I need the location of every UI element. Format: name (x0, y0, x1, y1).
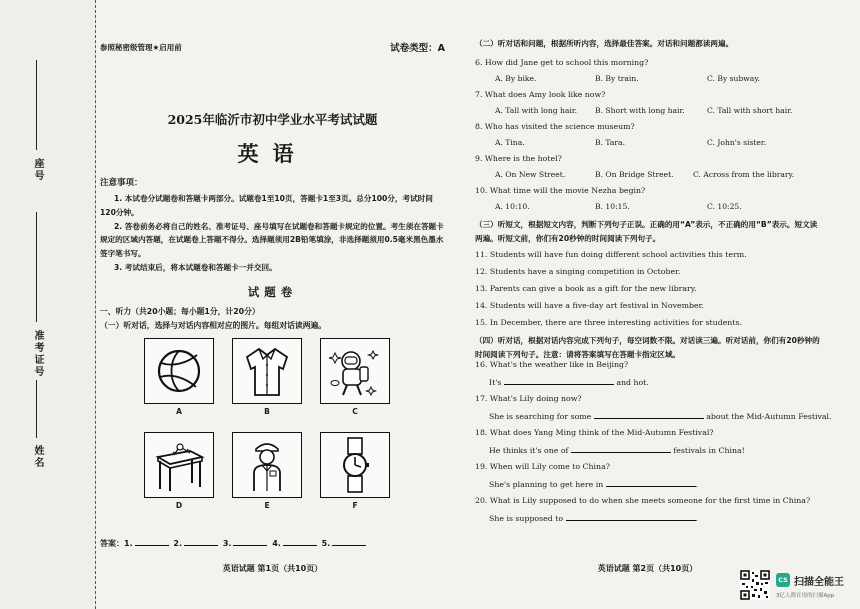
volleyball-icon (155, 347, 203, 395)
question-text: 19. When will Lily come to China? (475, 462, 610, 471)
question-text: 9. Where is the hotel? (475, 154, 562, 163)
notice-item: 2. 答卷前务必将自己的姓名、准考证号、座号填写在试题卷和答题卡规定的位置。考生须在答题卡规定的区域内答题，在试题卷上答题不得分。选择题须用2B铅笔填涂，非选择题须用0.5毫米黑色墨水签字笔书写。 (100, 221, 444, 259)
listening-subpart-heading: （一）听对话，选择与对话内容相对应的图片。每组对话读两遍。 (100, 321, 327, 330)
question-text: 8. Who has visited the science museum? (475, 122, 635, 131)
notice-item: 3. 考试结束后，将本试题卷和答题卡一并交回。 (114, 262, 277, 272)
exam-title: 2025年临沂市初中学业水平考试试题 (167, 112, 378, 127)
confidentiality-label: 参照秘密级管理★启用前 (100, 43, 182, 52)
part-three-heading: （三）听短文，根据短文内容，判断下列句子正误。正确的用“A”表示，不正确的用“B”表示。短文读两遍。听短文前，你们有20秒钟的时间阅读下列句子。 (475, 220, 818, 243)
subject-title: 英语 (237, 142, 308, 166)
sentence-end: . (695, 514, 699, 523)
seat-number-label: 座号 (32, 158, 43, 182)
picture-label: F (352, 501, 358, 510)
statement-text: 15. In December, there are three interesting activities for students. (475, 318, 742, 327)
answer-sentence (489, 445, 834, 455)
answer-blank (332, 545, 366, 546)
option-a: A. Tina. (495, 138, 525, 147)
answer-number: 5. (321, 539, 331, 548)
option-b: B. Tara. (595, 138, 625, 147)
sentence-start: She's planning to get here in (489, 480, 604, 489)
option-b: B. On Bridge Street. (595, 170, 674, 179)
answer-label: 答案：1. (100, 539, 133, 548)
notice-list (100, 192, 445, 275)
picture-label: A (176, 407, 182, 416)
option-c: C. Tall with short hair. (707, 106, 793, 115)
sentence-end: and hot. (616, 378, 649, 387)
picture-label: C (352, 407, 358, 416)
page-one (100, 36, 445, 573)
answer-blank[interactable] (594, 411, 704, 419)
part-four-heading: （四）听对话，根据对话内容完成下列句子，每空词数不限。对话读三遍。听对话前，你们有20秒钟的时间阅读下列句子。注意：请将答案填写在答题卡指定区域。 (475, 336, 820, 359)
option-a: A. On New Street. (495, 170, 566, 179)
ticket-number-label: 准考证号 (32, 330, 43, 378)
worker-icon (242, 437, 292, 493)
picture-label: B (264, 407, 270, 416)
option-b: B. Short with long hair. (595, 106, 685, 115)
option-b: B. By train. (595, 74, 639, 83)
answer-blank (184, 545, 218, 546)
answer-number: 2. (173, 539, 183, 548)
question-text: 7. What does Amy look like now? (475, 90, 606, 99)
answer-sentence (489, 513, 834, 523)
answer-number: 3. (222, 539, 232, 548)
page-footer: 英语试题 第1页（共10页） (222, 564, 323, 573)
sentence-start: He thinks it's one of (489, 446, 569, 455)
scanner-tagline: 3亿人都在用的扫描App (776, 593, 835, 599)
section-title: 试题卷 (247, 285, 298, 299)
question-text: 10. What time will the movie Nezha begin? (475, 186, 646, 195)
scanner-app-name: 扫描全能王 (794, 577, 844, 588)
option-b: B. 10:15. (595, 202, 630, 211)
question-text: 16. What's the weather like in Beijing? (475, 360, 629, 369)
picture-option (320, 338, 390, 416)
wristwatch-icon (335, 436, 375, 494)
paper-type-label: 试卷类型：A (390, 43, 445, 54)
sentence-end: about the Mid-Autumn Festival. (706, 412, 832, 421)
ticket-number-line (36, 212, 37, 322)
option-a: A. 10:10. (495, 202, 530, 211)
notice-heading: 注意事项： (100, 178, 143, 188)
option-a: A. Tall with long hair. (495, 106, 578, 115)
option-c: C. John's sister. (707, 138, 767, 147)
question-text: 20. What is Lily supposed to do when she meets someone for the first time in China? (475, 496, 811, 505)
answer-blank[interactable] (504, 377, 614, 385)
page-footer: 英语试题 第2页（共10页） (597, 564, 698, 573)
name-label: 姓名 (32, 445, 43, 469)
question-text: 17. What's Lily doing now? (475, 394, 582, 403)
seat-number-line (36, 60, 37, 150)
picture-label: E (264, 501, 270, 510)
page-two (475, 36, 832, 573)
answer-blank[interactable] (571, 445, 671, 453)
statement-text: 11. Students will have fun doing different school activities this term. (475, 250, 747, 259)
option-c: C. Across from the library. (693, 170, 795, 179)
sentence-end: festivals in China! (673, 446, 745, 455)
qr-code-icon (740, 570, 770, 600)
picture-label: D (175, 501, 183, 510)
question-text: 6. How did Jane get to school this morning? (475, 58, 649, 67)
answer-blank (283, 545, 317, 546)
notice-item: 1. 本试卷分试题卷和答题卡两部分。试题卷1至10页，答题卡1至3页。总分100分，考试时间120分钟。 (100, 194, 433, 217)
answer-row (100, 538, 368, 549)
shirt-icon (243, 345, 291, 397)
listening-part-heading: 一、听力（共20小题；每小题1分，计20分） (100, 307, 260, 316)
option-a: A. By bike. (495, 74, 537, 83)
statement-text: 12. Students have a singing competition in October. (475, 267, 681, 276)
answer-blank (135, 545, 169, 546)
sentence-start: It's (489, 378, 502, 387)
table-keys-icon (152, 437, 206, 493)
answer-sentence (489, 411, 834, 421)
answer-sentence (489, 377, 834, 387)
answer-blank (233, 545, 267, 546)
picture-option (320, 432, 390, 510)
option-c: C. 10:25. (707, 202, 742, 211)
name-line (36, 380, 37, 438)
statement-text: 13. Parents can give a book as a gift for the new library. (475, 284, 697, 293)
sentence-start: She is searching for some (489, 412, 592, 421)
binding-strip (0, 0, 96, 609)
option-c: C. By subway. (707, 74, 761, 83)
answer-number: 4. (272, 539, 281, 548)
picture-option (144, 432, 214, 510)
question-text: 18. What does Yang Ming think of the Mid-Autumn Festival? (475, 428, 714, 437)
sentence-start: She is supposed to (489, 514, 564, 523)
astronaut-icon (327, 343, 383, 399)
answer-blank[interactable] (606, 479, 699, 489)
scanner-logo: CS (776, 573, 790, 587)
picture-option (144, 338, 214, 416)
answer-blank[interactable] (566, 513, 699, 523)
picture-option (232, 338, 302, 416)
part-two-heading: （二）听对话和问题，根据所听内容，选择最佳答案。对话和问题都读两遍。 (475, 39, 734, 48)
picture-option (232, 432, 302, 510)
sentence-end: . (695, 480, 699, 489)
statement-text: 14. Students will have a five-day art festival in November. (475, 301, 704, 310)
answer-sentence (489, 479, 834, 489)
